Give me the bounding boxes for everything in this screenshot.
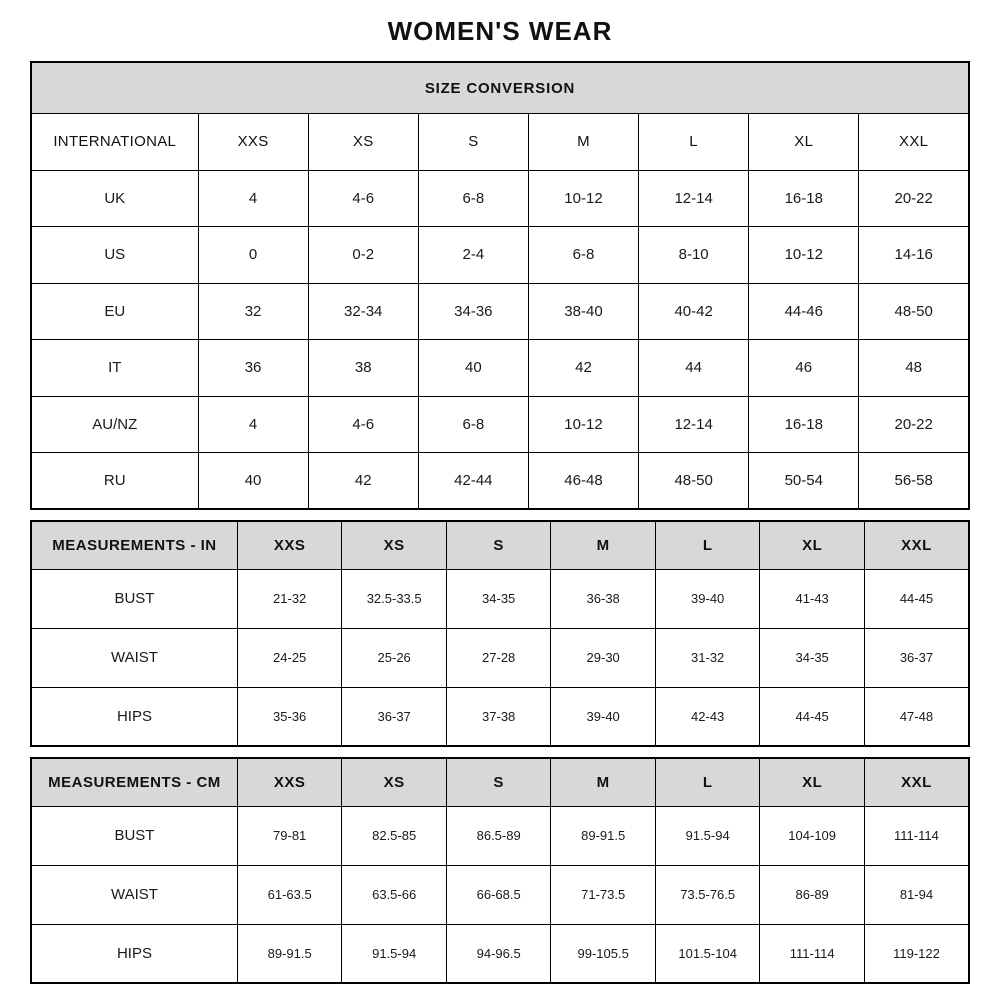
value-cell: 12-14: [639, 170, 749, 227]
value-cell: 94-96.5: [446, 924, 551, 983]
value-cell: 24-25: [237, 628, 342, 687]
size-header-cell: S: [446, 521, 551, 569]
value-cell: 89-91.5: [551, 806, 656, 865]
row-label-cell: HIPS: [31, 924, 237, 983]
value-cell: 36-38: [551, 569, 656, 628]
value-cell: 34-36: [418, 283, 528, 340]
row-label-cell: US: [31, 227, 198, 284]
value-cell: 40: [418, 340, 528, 397]
value-cell: 6-8: [418, 396, 528, 453]
size-header-cell: XXL: [859, 114, 969, 171]
size-header-cell: M: [528, 114, 638, 171]
value-cell: 27-28: [446, 628, 551, 687]
value-cell: 39-40: [655, 569, 760, 628]
measurements-in-table: [30, 520, 970, 747]
value-cell: 89-91.5: [237, 924, 342, 983]
value-cell: 4-6: [308, 170, 418, 227]
size-header-cell: S: [418, 114, 528, 171]
value-cell: 39-40: [551, 687, 656, 746]
value-cell: 34-35: [446, 569, 551, 628]
value-cell: 36-37: [342, 687, 447, 746]
value-cell: 32-34: [308, 283, 418, 340]
value-cell: 2-4: [418, 227, 528, 284]
value-cell: 16-18: [749, 396, 859, 453]
table-row: [31, 283, 969, 340]
row-label-cell: WAIST: [31, 865, 237, 924]
table-row: [31, 806, 969, 865]
table-row: [31, 687, 969, 746]
size-header-cell: XXS: [237, 521, 342, 569]
value-cell: 47-48: [864, 687, 969, 746]
header-row: [31, 521, 969, 569]
value-cell: 86.5-89: [446, 806, 551, 865]
value-cell: 42-43: [655, 687, 760, 746]
value-cell: 34-35: [760, 628, 865, 687]
row-label-cell: BUST: [31, 569, 237, 628]
value-cell: 91.5-94: [655, 806, 760, 865]
banner-row: [31, 62, 969, 114]
size-header-cell: L: [655, 521, 760, 569]
value-cell: 10-12: [528, 396, 638, 453]
value-cell: 71-73.5: [551, 865, 656, 924]
value-cell: 10-12: [749, 227, 859, 284]
value-cell: 44-46: [749, 283, 859, 340]
measurements-cm-table: [30, 757, 970, 984]
row-label-cell: HIPS: [31, 687, 237, 746]
size-header-cell: XL: [760, 521, 865, 569]
size-header-cell: XL: [760, 758, 865, 806]
value-cell: 82.5-85: [342, 806, 447, 865]
size-header-cell: M: [551, 758, 656, 806]
size-header-cell: XS: [342, 758, 447, 806]
value-cell: 0-2: [308, 227, 418, 284]
value-cell: 8-10: [639, 227, 749, 284]
value-cell: 36: [198, 340, 308, 397]
value-cell: 31-32: [655, 628, 760, 687]
table-row: [31, 227, 969, 284]
table-row: [31, 396, 969, 453]
value-cell: 61-63.5: [237, 865, 342, 924]
value-cell: 42: [308, 453, 418, 510]
row-label-header-cell: MEASUREMENTS - IN: [31, 521, 237, 569]
row-label-cell: AU/NZ: [31, 396, 198, 453]
value-cell: 25-26: [342, 628, 447, 687]
value-cell: 44-45: [864, 569, 969, 628]
value-cell: 63.5-66: [342, 865, 447, 924]
size-header-cell: S: [446, 758, 551, 806]
value-cell: 6-8: [418, 170, 528, 227]
value-cell: 4-6: [308, 396, 418, 453]
size-header-cell: XS: [342, 521, 447, 569]
row-label-cell: IT: [31, 340, 198, 397]
value-cell: 16-18: [749, 170, 859, 227]
value-cell: 101.5-104: [655, 924, 760, 983]
value-cell: 21-32: [237, 569, 342, 628]
table-row: [31, 453, 969, 510]
size-header-cell: M: [551, 521, 656, 569]
page-title: WOMEN'S WEAR: [387, 16, 613, 46]
table-row: [31, 569, 969, 628]
size-header-cell: XS: [308, 114, 418, 171]
value-cell: 42: [528, 340, 638, 397]
value-cell: 48-50: [859, 283, 969, 340]
value-cell: 56-58: [859, 453, 969, 510]
value-cell: 29-30: [551, 628, 656, 687]
value-cell: 48: [859, 340, 969, 397]
table-row: [31, 628, 969, 687]
value-cell: 79-81: [237, 806, 342, 865]
value-cell: 119-122: [864, 924, 969, 983]
value-cell: 81-94: [864, 865, 969, 924]
value-cell: 40: [198, 453, 308, 510]
table-row: [31, 924, 969, 983]
value-cell: 35-36: [237, 687, 342, 746]
value-cell: 38-40: [528, 283, 638, 340]
size-header-cell: L: [639, 114, 749, 171]
value-cell: 46: [749, 340, 859, 397]
value-cell: 104-109: [760, 806, 865, 865]
value-cell: 38: [308, 340, 418, 397]
value-cell: 41-43: [760, 569, 865, 628]
value-cell: 32: [198, 283, 308, 340]
row-label-header-cell: INTERNATIONAL: [31, 114, 198, 171]
size-header-cell: XL: [749, 114, 859, 171]
size-header-cell: XXL: [864, 521, 969, 569]
value-cell: 111-114: [864, 806, 969, 865]
value-cell: 111-114: [760, 924, 865, 983]
value-cell: 42-44: [418, 453, 528, 510]
value-cell: 66-68.5: [446, 865, 551, 924]
size-header-cell: L: [655, 758, 760, 806]
value-cell: 73.5-76.5: [655, 865, 760, 924]
value-cell: 37-38: [446, 687, 551, 746]
size-header-cell: XXS: [198, 114, 308, 171]
value-cell: 36-37: [864, 628, 969, 687]
size-header-cell: XXL: [864, 758, 969, 806]
value-cell: 10-12: [528, 170, 638, 227]
row-label-cell: EU: [31, 283, 198, 340]
row-label-cell: UK: [31, 170, 198, 227]
size-header-cell: XXS: [237, 758, 342, 806]
value-cell: 12-14: [639, 396, 749, 453]
size-conversion-table: [30, 61, 970, 510]
value-cell: 40-42: [639, 283, 749, 340]
value-cell: 4: [198, 396, 308, 453]
size-conversion-banner: SIZE CONVERSION: [31, 62, 969, 114]
value-cell: 50-54: [749, 453, 859, 510]
table-row: [31, 865, 969, 924]
value-cell: 44-45: [760, 687, 865, 746]
row-label-cell: WAIST: [31, 628, 237, 687]
value-cell: 99-105.5: [551, 924, 656, 983]
row-label-cell: BUST: [31, 806, 237, 865]
value-cell: 6-8: [528, 227, 638, 284]
value-cell: 0: [198, 227, 308, 284]
value-cell: 20-22: [859, 170, 969, 227]
row-label-cell: RU: [31, 453, 198, 510]
value-cell: 91.5-94: [342, 924, 447, 983]
header-row: [31, 114, 969, 171]
value-cell: 44: [639, 340, 749, 397]
table-row: [31, 340, 969, 397]
value-cell: 48-50: [639, 453, 749, 510]
header-row: [31, 758, 969, 806]
row-label-header-cell: MEASUREMENTS - CM: [31, 758, 237, 806]
value-cell: 86-89: [760, 865, 865, 924]
value-cell: 14-16: [859, 227, 969, 284]
value-cell: 4: [198, 170, 308, 227]
value-cell: 46-48: [528, 453, 638, 510]
table-row: [31, 170, 969, 227]
value-cell: 20-22: [859, 396, 969, 453]
value-cell: 32.5-33.5: [342, 569, 447, 628]
